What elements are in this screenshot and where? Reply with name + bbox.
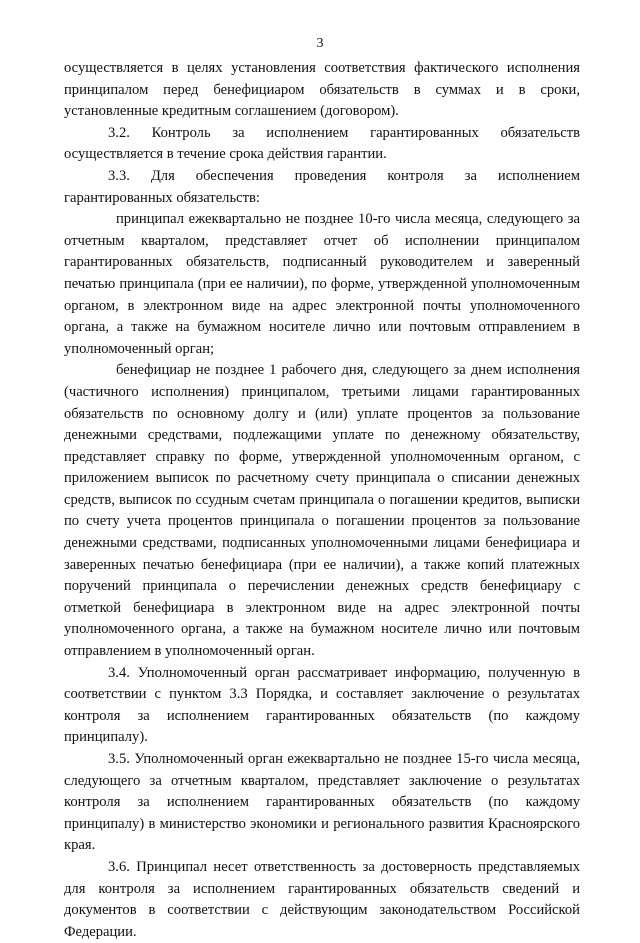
paragraph-3-3: 3.3. Для обеспечения проведения контроля за исполнением гарантированных обязательств: (64, 167, 580, 206)
paragraph-3-4: 3.4. Уполномоченный орган рассматривает информацию, полученную в соответствии с пунктом 3.3 Порядка, и составляет заключение о результатах контроля за исполнением гарантированных обязательств (по каждому принципалу). (64, 664, 580, 746)
paragraph-3-3-beneficiary: бенефициар не позднее 1 рабочего дня, следующего за днем исполнения (частичного исполнения) принципалом, третьими лицами гарантированных обязательств по основному долгу и (или) уплате процентов за пользование денежными средствами, подлежащими уплате по денежному обязательству, представляет справку по форме, утвержденной уполномоченным органом, с приложением выписок по расчетному счету принципала о списании денежных средств, выписок по ссудным счетам принципала о погашении кредитов, выписки по счету учета процентов принципала о погашении процентов за пользование денежными средствами, подписанных уполномоченными лицами бенефициара и заверенных печатью бенефициара (при ее наличии), а также копий платежных поручений принципала о перечислении денежных средств бенефициару с отметкой бенефициара в электронном виде на адрес электронной почты уполномоченного органа, а также на бумажном носителе лично или почтовым отправлением в уполномоченный орган. (64, 362, 580, 660)
paragraph-3-3-principal: принципал ежеквартально не позднее 10-го числа месяца, следующего за отчетным кварталом, представляет отчет об исполнении принципалом гарантированных обязательств, подписанный руководителем и заверенный печатью принципала (при ее наличии), по форме, утвержденной уполномоченным органом, в электронном виде на адрес электронной почты уполномоченного органа, а также на бумажном носителе лично или почтовым отправлением в уполномоченный орган; (64, 211, 580, 357)
document-body (64, 58, 580, 943)
paragraph-3-5: 3.5. Уполномоченный орган ежеквартально не позднее 15-го числа месяца, следующего за отчетным кварталом, представляет заключение о результатах контроля за исполнением гарантированных обязательств (по каждому принципалу) в министерство экономики и регионального развития Красноярского края. (64, 751, 580, 854)
paragraph-3-2: 3.2. Контроль за исполнением гарантированных обязательств осуществляется в течение срока действия гарантии. (64, 124, 580, 163)
paragraph-3-1-continuation: осуществляется в целях установления соответствия фактического исполнения принципалом перед бенефициаром обязательств в суммах и в сроки, установленные кредитным соглашением (договором). (64, 60, 580, 120)
page-number: 3 (316, 36, 324, 51)
paragraph-3-6: 3.6. Принципал несет ответственность за достоверность представляемых для контроля за исполнением гарантированных обязательств сведений и документов в соответствии с действующим законодательством Российской Федерации. (64, 858, 580, 940)
